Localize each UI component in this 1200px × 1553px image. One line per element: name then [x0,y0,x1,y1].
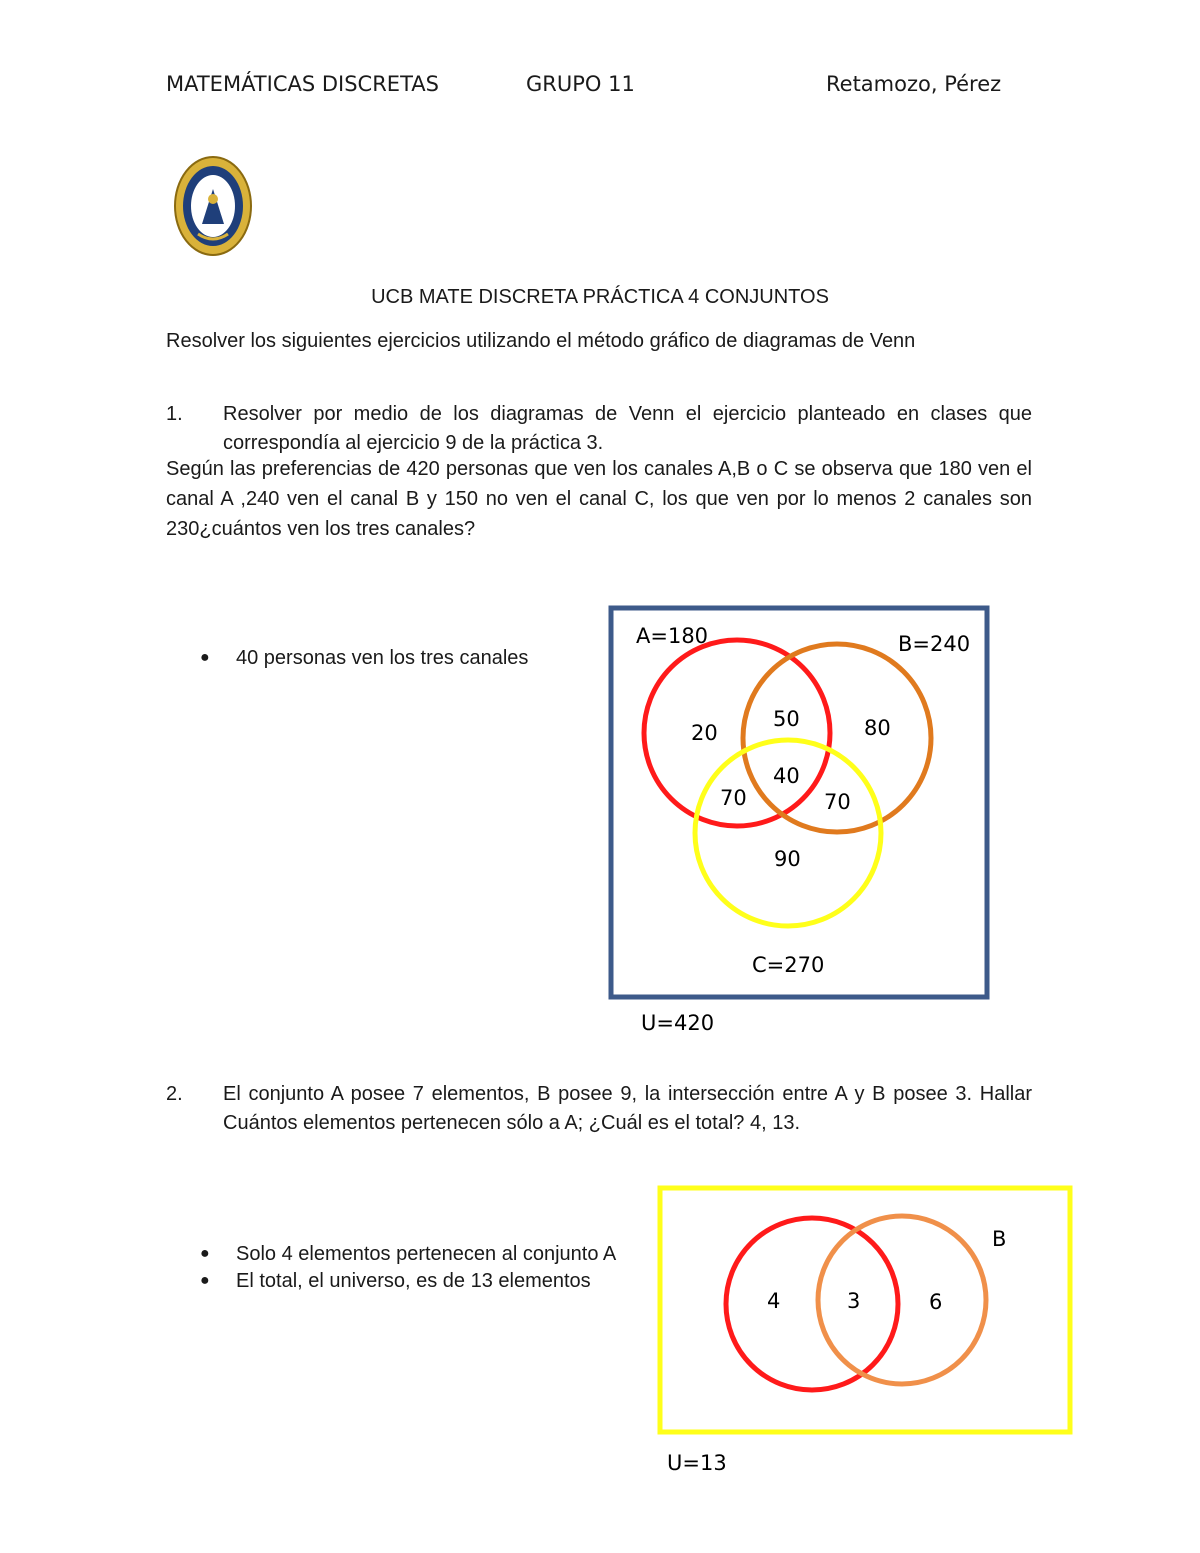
venn1-a-and-c: 70 [720,786,747,810]
venn1-label-b: B=240 [898,632,971,656]
exercise-1-number: 1. [166,403,183,425]
exercise-1-answer-text: 40 personas ven los tres canales [236,647,529,669]
exercise-2-answer-2 [200,1267,660,1295]
exercise-1-statement: Resolver por medio de los diagramas de Venn el ejercicio planteado en clases que correspondía al ejercicio 9 de la práctica 3. [223,403,1032,454]
venn1-a-and-b: 50 [773,707,800,731]
exercise-2-answer-2-text: El total, el universo, es de 13 elementos [236,1270,591,1292]
venn1-all-three: 40 [773,764,800,788]
document-title: UCB MATE DISCRETA PRÁCTICA 4 CONJUNTOS [371,286,829,308]
university-seal-logo [172,154,254,258]
venn2-only-a: 4 [767,1289,781,1313]
venn1-universe-label: U=420 [641,1011,715,1035]
bullet-icon: ● [200,1272,210,1289]
header-authors: Retamozo, Pérez [826,72,1002,96]
venn2-label-b: B [992,1227,1007,1251]
intro-text: Resolver los siguientes ejercicios utilizando el método gráfico de diagramas de Venn [166,330,916,352]
exercise-1 [166,400,1032,458]
venn-diagram-2 [650,1180,1080,1480]
venn2-circle-b [818,1216,986,1384]
header-group: GRUPO 11 [526,72,635,96]
venn1-b-and-c: 70 [824,790,851,814]
venn2-circle-a [726,1218,898,1390]
exercise-2-number: 2. [166,1083,183,1105]
bullet-icon: ● [200,1245,210,1262]
venn1-label-a: A=180 [636,624,709,648]
venn1-only-a: 20 [691,721,718,745]
venn2-universe-label: U=13 [667,1451,727,1475]
exercise-1-answer [200,644,600,672]
header-course: MATEMÁTICAS DISCRETAS [166,72,439,96]
bullet-icon: ● [200,649,210,666]
exercise-2-statement: El conjunto A posee 7 elementos, B posee 9, la intersección entre A y B posee 3. Hallar Cuántos elementos pertenecen sólo a A; ¿Cuál es el total? 4, 13. [223,1083,1032,1134]
venn1-only-c: 90 [774,847,801,871]
venn2-only-b: 6 [929,1290,943,1314]
exercise-2 [166,1080,1032,1138]
venn1-label-c: C=270 [752,953,825,977]
venn1-only-b: 80 [864,716,891,740]
exercise-2-answer-1-text: Solo 4 elementos pertenecen al conjunto A [236,1243,617,1265]
venn-diagram-1 [600,600,1000,1040]
exercise-1-problem: Según las preferencias de 420 personas que ven los canales A,B o C se observa que 180 ven el canal A ,240 ven el canal B y 150 no ven el canal C, los que ven por lo menos 2 canales son 230¿cuántos ven los tres canales? [166,458,1032,540]
exercise-2-answer-1 [200,1240,660,1268]
venn2-a-and-b: 3 [847,1289,861,1313]
